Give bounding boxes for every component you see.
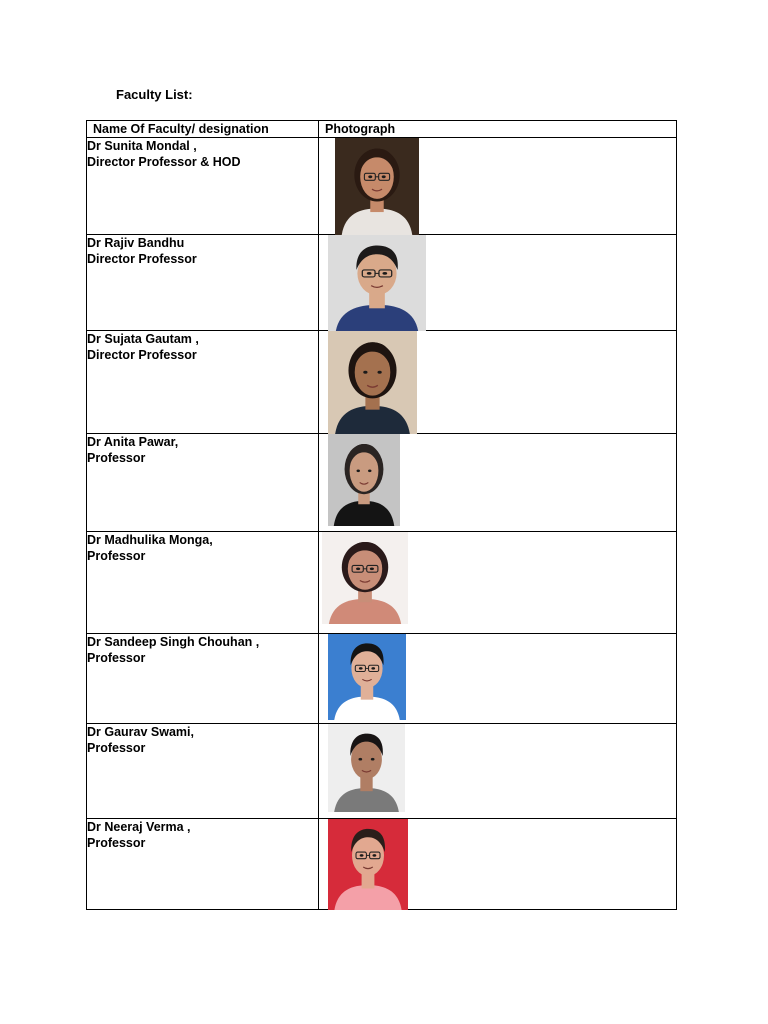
faculty-name-cell [87,724,319,819]
table-row [87,235,677,331]
faculty-name: Dr Sunita Mondal , [87,139,197,153]
faculty-photo-cell [319,331,677,434]
male-photo [328,724,405,812]
faculty-name-cell [87,634,319,724]
faculty-photo-cell [319,532,677,634]
faculty-name-cell [87,819,319,910]
faculty-designation: Professor [87,836,146,850]
female-photo [328,434,400,526]
faculty-name: Dr Sandeep Singh Chouhan , [87,635,260,649]
faculty-photo-cell [319,634,677,724]
faculty-photo-cell [319,235,677,331]
faculty-photo-cell [319,434,677,532]
page-title: Faculty List: [116,87,193,102]
table-row [87,724,677,819]
faculty-designation: Professor [87,651,146,665]
faculty-name: Dr Rajiv Bandhu [87,236,185,250]
faculty-name: Dr Madhulika Monga, [87,533,213,547]
faculty-designation: Director Professor [87,348,197,362]
faculty-name-cell [87,138,319,235]
col-header-name [87,121,319,138]
table-row [87,532,677,634]
faculty-name: Dr Sujata Gautam , [87,332,199,346]
faculty-name-cell [87,331,319,434]
male-photo [328,819,408,910]
faculty-name: Dr Neeraj Verma , [87,820,191,834]
faculty-photo-cell [319,724,677,819]
faculty-designation: Professor [87,741,146,755]
faculty-name: Dr Gaurav Swami, [87,725,194,739]
female-photo [322,532,408,624]
female-photo [335,138,419,235]
faculty-name-cell [87,434,319,532]
table-row [87,331,677,434]
faculty-designation: Director Professor & HOD [87,155,241,169]
male-photo [328,634,406,720]
table-row [87,138,677,235]
faculty-name-cell [87,532,319,634]
faculty-designation: Professor [87,451,146,465]
col-header-photo [319,121,677,138]
col-header-photo-label: Photograph [325,122,396,136]
faculty-name-cell [87,235,319,331]
table-row [87,634,677,724]
col-header-name-label: Name Of Faculty/ designation [93,122,269,136]
male-photo [328,235,426,331]
female-photo [328,331,417,434]
faculty-photo-cell [319,138,677,235]
table-header-row [87,121,677,138]
faculty-designation: Professor [87,549,146,563]
faculty-photo-cell [319,819,677,910]
faculty-name: Dr Anita Pawar, [87,435,179,449]
table-row [87,434,677,532]
faculty-designation: Director Professor [87,252,197,266]
table-row [87,819,677,910]
faculty-table [86,120,677,910]
